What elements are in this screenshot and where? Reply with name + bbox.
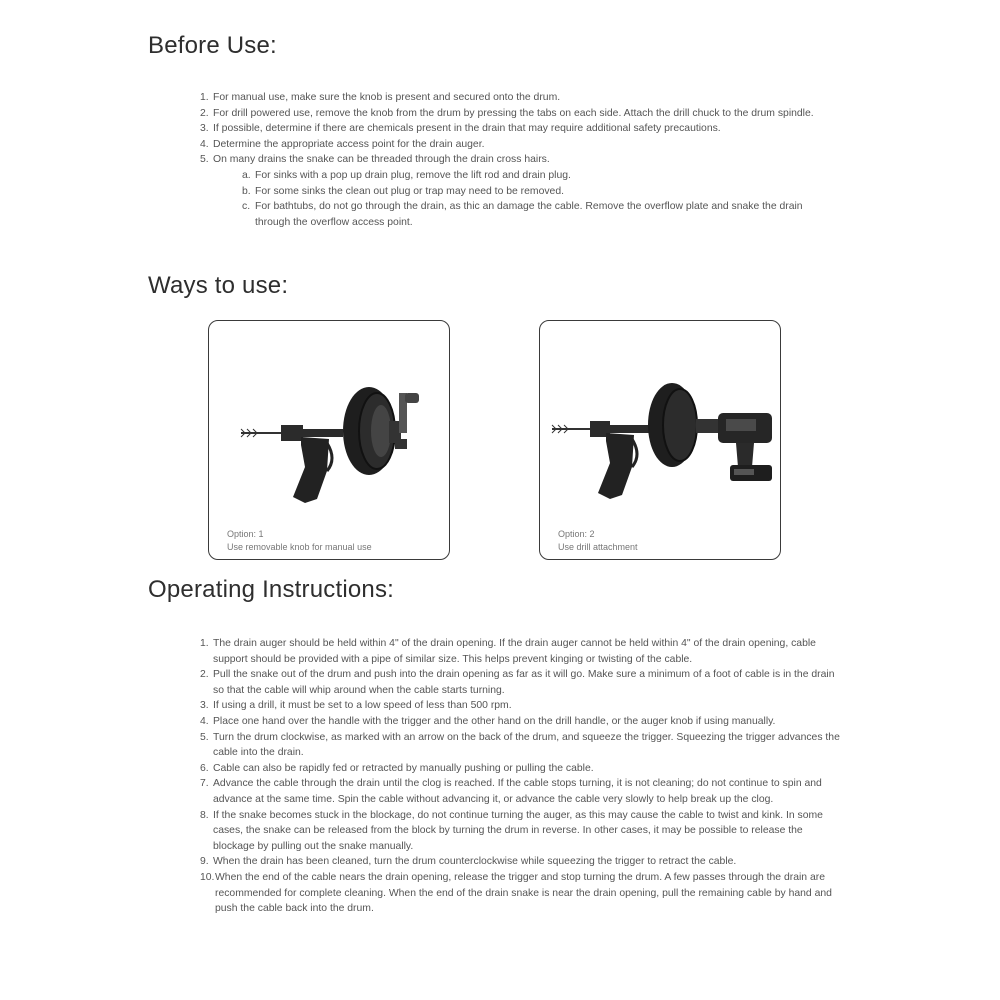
list-item: 3. If possible, determine if there are chemicals present in the drain that may require additional safety precautions. (200, 123, 721, 135)
option-2-desc: Use drill attachment (558, 542, 638, 552)
option-1-card (208, 320, 450, 560)
list-item: 3. If using a drill, it must be set to a low speed of less than 500 rpm. (200, 700, 512, 712)
list-item: 5. On many drains the snake can be threaded through the drain cross hairs. a. For sinks with a pop up drain plug, remove the lift rod and drain plug. b. For some sinks the clean out plug or trap may need to be removed. c. For bathtubs, do not go through the drain, as thic an damage the cable. Remove the overflow plate and snake the drain through the overflow access point. (200, 152, 850, 230)
list-item: 4. Place one hand over the handle with the trigger and the other hand on the drill handle, or the auger knob if using manually. (200, 715, 776, 727)
list-item: 9. When the drain has been cleaned, turn the drum counterclockwise while squeezing the trigger to retract the cable. (200, 856, 737, 868)
list-item: 5. Turn the drum clockwise, as marked with an arrow on the back of the drum, and squeeze the trigger. Squeezing the trigger advances the cable into the drain. (200, 731, 840, 759)
list-item: 6. Cable can also be rapidly fed or retracted by manually pushing or pulling the cable. (200, 762, 594, 774)
operating-instructions-list (200, 636, 840, 917)
list-item: 4. Determine the appropriate access point for the drain auger. (200, 138, 485, 150)
list-item: 8. If the snake becomes stuck in the blockage, do not continue turning the auger, as this may cause the cable to twist and kink. In some cases, the snake can be released from the block by turning the drum in reverse. In other cases, it may be possible to release the blockage by pulling out the snake manually. (200, 809, 823, 852)
list-item: 2. For drill powered use, remove the knob from the drum by pressing the tabs on each side. Attach the drill chuck to the drum spindle. (200, 107, 814, 119)
before-use-list (200, 90, 850, 230)
list-item: 1. For manual use, make sure the knob is present and secured onto the drum. (200, 92, 561, 103)
list-item: a. For sinks with a pop up drain plug, remove the lift rod and drain plug. (242, 169, 571, 181)
manual-drain-auger-illustration (209, 321, 449, 521)
ways-to-use-heading: Ways to use: (148, 272, 289, 299)
before-use-heading: Before Use: (148, 32, 277, 59)
list-item: 7. Advance the cable through the drain until the clog is reached. If the cable stops turning, it is not cleaning; do not continue to spin and advance at the same time. Spin the cable without advancing it, or advance the cable very slowly to help break up the clog. (200, 778, 822, 805)
option-1-title: Option: 1 (227, 529, 264, 539)
drill-drain-auger-illustration (540, 321, 780, 521)
option-2-card (539, 320, 781, 560)
list-item: 10. When the end of the cable nears the drain opening, release the trigger and stop turning the drum. A few passes through the drain are recommended for complete cleaning. When the end of the drain snake is near the drain opening, pull the remaining cable by hand and push the cable back into the drum. (200, 871, 832, 915)
list-item: b. For some sinks the clean out plug or trap may need to be removed. (242, 185, 564, 197)
before-use-sublist (200, 168, 850, 230)
list-item: 1. The drain auger should be held within 4" of the drain opening. If the drain auger cannot be held within 4" of the drain opening, cable support should be provided with a pipe of similar size. This helps prevent kinging or twisting of the cable. (200, 638, 816, 665)
option-2-title: Option: 2 (558, 529, 595, 539)
list-item: 2. Pull the snake out of the drum and push into the drain opening as far as it will go. Make sure a minimum of a foot of cable is in the drain so that the cable will whip around when the cable starts turning. (200, 669, 835, 696)
list-item: c. For bathtubs, do not go through the drain, as thic an damage the cable. Remove the overflow plate and snake the drain through the overflow access point. (242, 201, 803, 228)
option-1-desc: Use removable knob for manual use (227, 542, 372, 552)
operating-instructions-heading: Operating Instructions: (148, 576, 395, 603)
